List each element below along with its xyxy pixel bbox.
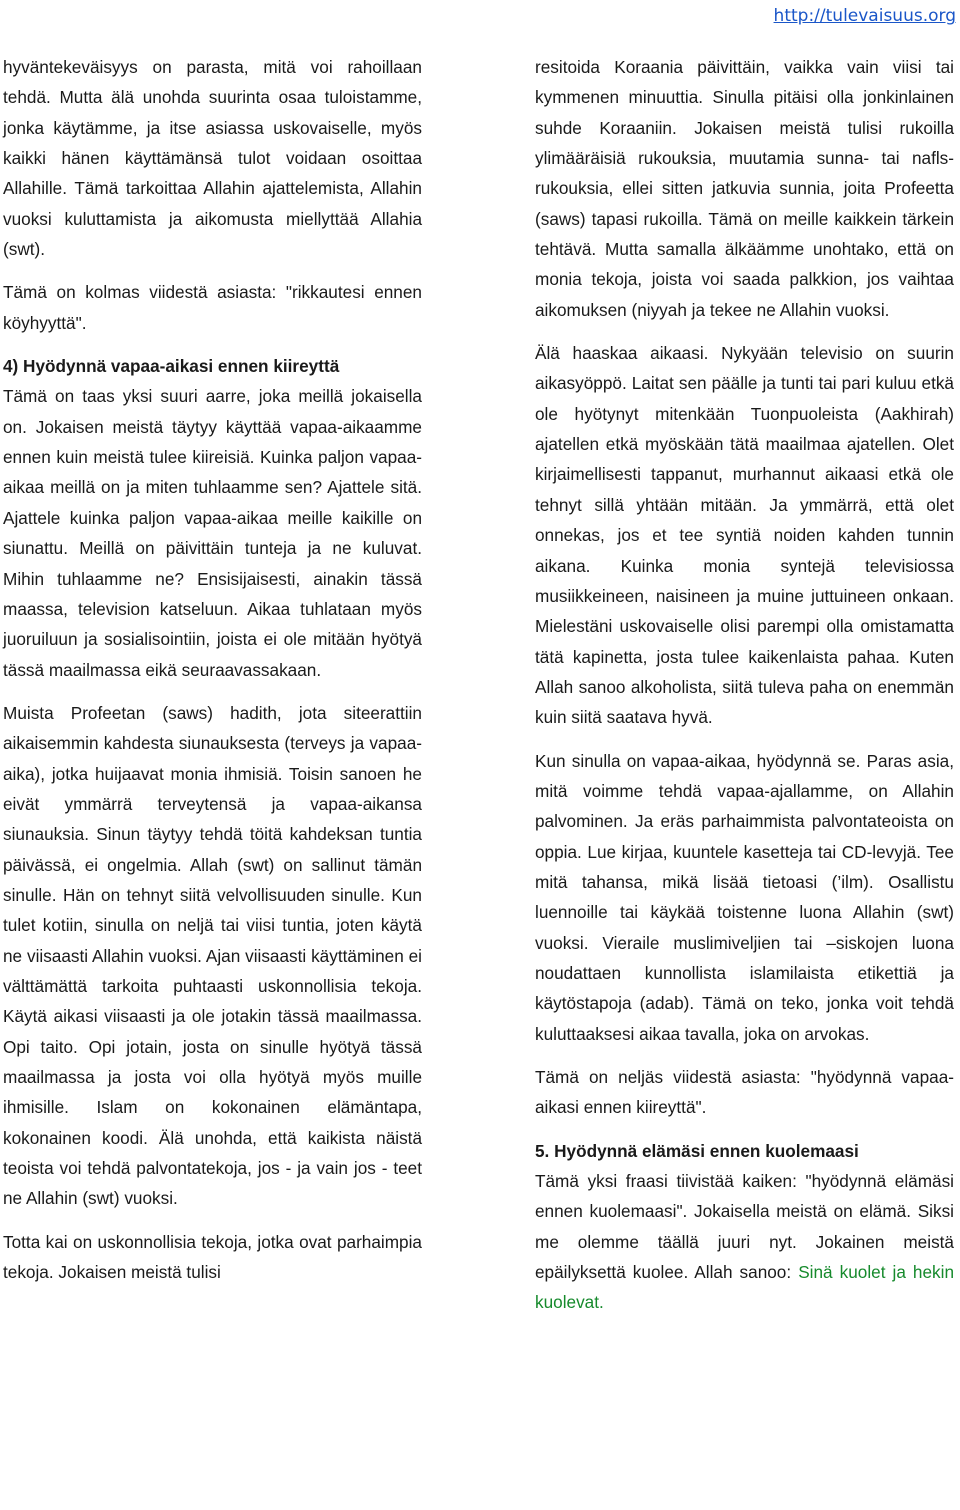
- left-column: [3, 52, 422, 1287]
- paragraph-life: Tämä yksi fraasi tiivistää kaiken: "hyödynnä elämäsi ennen kuolemaasi". Jokaisella meistä on elämä. Siksi me olemme täällä juuri nyt. Jokainen meistä epäilyksettä kuolee. Allah sanoo:: [535, 1171, 954, 1283]
- paragraph-television: Älä haaskaa aikaasi. Nykyään televisio on suurin aikasyöppö. Laitat sen päälle ja tunti tai pari kuluu etkä ole hyötynyt mitenkään Tuonpuoleista (Aakhirah) ajatellen etkä myöskään tätä maailmaa ajatellen. Olet kirjaimellisesti tappanut, murhannut aikaasi etkä ole tehnyt sillä yhtään mitään. Ja ymmärrä, että olet onnekas, jos et tee syntiä noiden kahden tunnin aikana. Kuinka monia syntejä televisiossa musiikkeineen, naisineen ja muine juttuineen onkaan. Mielestäni uskovaiselle olisi parempi olla omistamatta tätä kapinetta, josta tulee kaikenlaista pahaa. Kuten Allah sanoo alkoholista, siitä tuleva paha on enemmän kuin siitä saatava hyvä.: [535, 343, 954, 728]
- section-heading-4: 4) Hyödynnä vapaa-aikasi ennen kiireyttä: [3, 356, 340, 377]
- paragraph-free-time: Tämä on taas yksi suuri aarre, joka meillä jokaisella on. Jokaisen meistä täytyy käyttää vapaa-aikaamme ennen kuin meistä tulee kiireisiä. Kuinka paljon vapaa-aikaa meillä on ja miten tuhlaamme sen? Ajattele sitä. Ajattele kuinka paljon vapaa-aikaa meille kaikille on siunattu. Meillä on päivittäin tunteja ja ne kuluvat. Mihin tuhlaamme ne? Ensisijaisesti, ainakin tässä maassa, television katseluun. Aikaa tuhlataan myös juoruiluun ja sosialisointiin, joista ei ole mitään hyötyä tässä maailmassa eikä seuraavassakaan.: [3, 386, 422, 680]
- paragraph-charity: hyväntekeväisyys on parasta, mitä voi rahoillaan tehdä. Mutta älä unohda suurinta osaa tuloistamme, jonka käytämme, ja itse asiassa uskovaiselle, myös kaikki hänen käyttämänsä tulot voidaan osoittaa Allahille. Tämä tarkoittaa Allahin ajattelemista, Allahin vuoksi kuluttamista ja aikomusta miellyttää Allahia (swt).: [3, 57, 422, 260]
- section-heading-5: 5. Hyödynnä elämäsi ennen kuolemaasi: [535, 1140, 859, 1161]
- section-4: [3, 351, 422, 685]
- site-link[interactable]: http://tulevaisuus.org: [773, 6, 956, 26]
- paragraph-quran: resitoida Koraania päivittäin, vaikka vain viisi tai kymmenen minuuttia. Sinulla pitäisi olla jonkinlainen suhde Koraaniin. Jokaisen meistä tulisi rukoilla ylimääräisiä rukouksia, muutamia sunna- tai nafls-rukouksia, ellei sitten jatkuvia sunnia, joita Profeetta (saws) tapasi rukoilla. Tämä on meille kaikkein tärkein tehtävä. Mutta samalla älkäämme unohtako, että on monia tekoja, joista voi saada palkkion, jos vaihtaa aikomuksen (niyyah ja tekee ne Allahin vuoksi.: [535, 57, 954, 320]
- right-column: [535, 52, 954, 1318]
- paragraph-fourth-of-five: Tämä on neljäs viidestä asiasta: "hyödynnä vapaa-aikasi ennen kiireyttä".: [535, 1067, 954, 1118]
- paragraph-hadith: Muista Profeetan (saws) hadith, jota siteerattiin aikaisemmin kahdesta siunauksesta (terveys ja vapaa-aika), jotka huijaavat monia ihmisiä. Toisin sanoen he eivät ymmärrä terveytensä ja vapaa-aikansa siunauksia. Sinun täytyy tehdä töitä kahdeksan tuntia päivässä, ei ongelmia. Allah (swt) on sallinut tämän sinulle. Hän on tehnyt siitä velvollisuuden sinulle. Kun tulet kotiin, sinulla on neljä tai viisi tuntia, joten käytä ne viisaasti Allahin vuoksi. Ajan viisaasti käyttäminen ei välttämättä tarkoita puhtaasti uskonnollisia tekoja. Käytä aikasi viisaasti ja ole jotakin tässä maailmassa. Opi taito. Opi jotain, josta on sinulle hyötyä tässä maailmassa ja josta voi olla hyötyä myös muille ihmisille. Islam on kokonainen elämäntapa, kokonainen koodi. Älä unohda, että kaikista näistä teoista voi tehdä palvontatekoja, jos - ja vain jos - teet ne Allahin (swt) vuoksi.: [3, 702, 422, 1209]
- paragraph-use-free-time: Kun sinulla on vapaa-aikaa, hyödynnä se. Paras asia, mitä voimme tehdä vapaa-ajallamme, on Allahin palvominen. Ja eräs parhaimmista palvontateoista on oppia. Lue kirjaa, kuuntele kasetteja tai CD-levyjä. Tee mitä tahansa, mikä lisää tietoasi (’ilm). Osallistu luennoille tai käykää toistenne luona Allahin (swt) vuoksi. Vieraile muslimiveljien tai –siskojen luona noudattaen kunnollista islamilaista etikettiä ja käytöstapoja (adab). Tämä on teko, jonka voit tehdä kuluttaaksesi aikaa tavalla, joka on arvokas.: [535, 750, 954, 1044]
- section-5: [535, 1136, 954, 1318]
- paragraph-religious-deeds: Totta kai on uskonnollisia tekoja, jotka ovat parhaimpia tekoja. Jokaisen meistä tulisi: [3, 1231, 422, 1283]
- paragraph-third-of-five: Tämä on kolmas viidestä asiasta: "rikkautesi ennen köyhyyttä".: [3, 282, 422, 333]
- quote-text: Sinä kuolet ja hekin kuolevat.: [535, 1262, 955, 1313]
